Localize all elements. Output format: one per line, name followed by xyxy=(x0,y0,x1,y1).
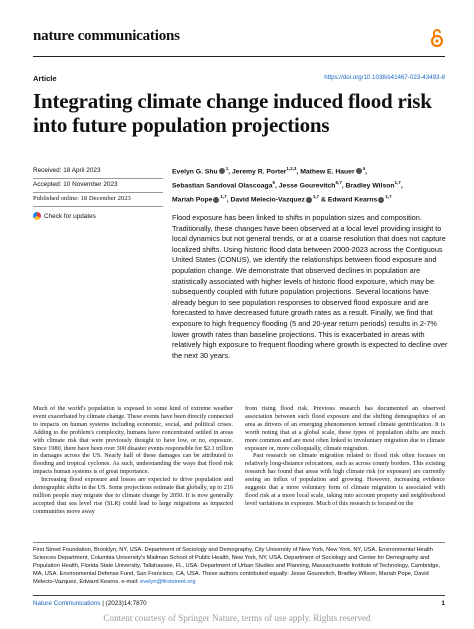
courtesy-watermark: Content courtesy of Springer Nature, terms of use apply. Rights reserved xyxy=(103,613,371,623)
open-access-icon xyxy=(430,27,444,49)
email-link[interactable]: evelyn@firststreet.org xyxy=(140,579,196,586)
published-date: Published online: 18 December 2023 xyxy=(33,195,163,207)
check-updates-label: Check for updates xyxy=(44,212,96,220)
crossmark-icon xyxy=(33,212,41,220)
check-for-updates-link[interactable] xyxy=(33,212,96,220)
accepted-date: Accepted: 10 November 2023 xyxy=(33,181,163,193)
page-number: 1 xyxy=(441,600,445,607)
author-name[interactable]: & Edward Kearns xyxy=(319,196,378,204)
orcid-icon[interactable] xyxy=(356,168,362,174)
footer-divider xyxy=(33,595,445,596)
footer-journal-link[interactable]: Nature Communications xyxy=(33,600,101,607)
orcid-icon[interactable] xyxy=(213,197,219,203)
author-name[interactable]: , Jesse Gourevitch xyxy=(275,182,336,190)
orcid-icon[interactable] xyxy=(378,197,384,203)
body-column-left xyxy=(33,405,233,516)
author-name[interactable]: , Mathew E. Hauer xyxy=(296,168,355,176)
article-type: Article xyxy=(33,74,57,83)
footnote-divider xyxy=(33,542,445,543)
doi-link[interactable]: https://doi.org/10.1038/s41467-023-43493-8 xyxy=(324,74,445,81)
body-paragraph: from rising flood risk. Previous research has documented an observed association between such flood exposure and the shifting demographics of an area as drivers of an emerging phenomenon termed climate gentrification. It is worth noting that at a global scale, these types of population shifts are much more common and are most often linked to involuntary migration due to climate exposure or, more colloquially, climate migration. xyxy=(245,405,445,452)
footer-citation xyxy=(33,600,147,607)
abstract: Flood exposure has been linked to shifts in population sizes and composition. Traditionally, these changes have been observed at a local level providing insight to local dynamics but not general trends, or at a coarse resolution that does not capture localized shifts. Using historic flood data between 2000-2023 across the Contiguous United States (CONUS), we identify the relationships between flood exposure and population change. We demonstrate that observed declines in population are statistically associated with higher levels of historic flood exposure, which may be subsequently coupled with future population projections. Several locations have already begun to see population responses to observed flood exposure and are forecasted to have decreased future growth rates as a result. Finally, we find that exposure to high frequency flooding (5 and 20-year return periods) results in 2-7% lower growth rates than baseline projections. This is exacerbated in areas with relatively high exposure to frequent flooding where growth is expected to decline over the next 30 years. xyxy=(172,213,448,360)
author-name[interactable]: , Jeremy R. Porter xyxy=(228,168,287,176)
body-column-right xyxy=(245,405,445,508)
affiliations-footnote xyxy=(33,546,445,586)
affiliations-text: First Street Foundation, Brooklyn, NY, USA. Department of Sociology and Demography, City University of New York, New York, NY, USA. Environmental Health Sciences Department, Columbia University's Mailman School of Public Health, New York, NY, USA. Department of Sociology and Center for Demography and Population Health, Florida State University, Tallahassee, FL, USA. Department of Urban Studies and Planning, Massachusetts Institute of Technology, Cambridge, MA, USA. Environmental Defense Fund, San Francisco, CA, USA. These authors contributed equally: Jesse Gourevitch, Bradley Wilson, Mariah Pope, David Melecio-Vazquez, Edward Kearns. xyxy=(33,547,441,586)
author-name[interactable]: Evelyn G. Shu xyxy=(172,168,218,176)
author-name[interactable]: , David Melecio-Vazquez xyxy=(226,196,305,204)
received-date: Received: 18 April 2023 xyxy=(33,167,163,179)
article-title: Integrating climate change induced flood risk into future population projections xyxy=(33,89,432,137)
orcid-icon[interactable] xyxy=(219,168,225,174)
body-paragraph: Increasing flood exposure and losses are expected to drive population and demographic shifts in the US. Some projections estimate that globally, up to 216 million people may migrate due to climate change by 2050. It is now generally accepted that sea level rise (SLR) could lead to large migrations as impacted communities move away xyxy=(33,476,233,515)
author-name[interactable]: Sebastian Sandoval Olascoaga xyxy=(172,182,273,190)
author-name[interactable]: , Bradley Wilson xyxy=(341,182,395,190)
body-paragraph: Much of the world's population is exposed to some kind of extreme weather event exacerbated by climate change. These events have been directly connected to impacts on human systems including economic, social, and political crises. Adding to the problem's complexity, humans have concentrated settled in areas with climate risk that were previously thought to have low, or no, exposure. Since 1980, there have been over 300 disaster events responsible for $2.1 trillion in damages across the US. Nearly half of these damages can be attributed to flooding and tropical cyclones. As such, understanding the ways that flood risk impacts human systems is of great importance. xyxy=(33,405,234,476)
email-label: e-mail: xyxy=(121,579,139,586)
author-list: Evelyn G. Shu $^1$, Jeremy R. Porter$^{1,2,3}$, Mathew E. Hauer $^4$, Sebastian Sandoval Olascoaga$^5$, Jesse Gourevitch$^{6,7}$, Bradley Wilson$^{1,7}$, Mariah Pope $^{1,7}$, David Melecio-Vazquez $^{1,7}$ & Edward Kearns $^{1,7}$ xyxy=(172,166,403,204)
footer-citation-text: | (2023)14:7870 xyxy=(102,600,147,607)
orcid-icon[interactable] xyxy=(306,197,312,203)
body-paragraph: Past research on climate migration related to flood risk often focuses on relatively long-distance relocations, such as across county borders. This existing research has found that areas with high climate risk (or exposure) are currently seeing an influx of population and growing. However, increasing evidence suggests that a more voluntary form of climate migration is associated with flood risk at a more local scale, taking into account property and neighborhood level variations in exposure. Much of this research is focused on the xyxy=(245,452,445,507)
author-name[interactable]: Mariah Pope xyxy=(172,196,213,204)
header-divider xyxy=(33,56,445,57)
journal-name: nature communications xyxy=(33,28,180,44)
